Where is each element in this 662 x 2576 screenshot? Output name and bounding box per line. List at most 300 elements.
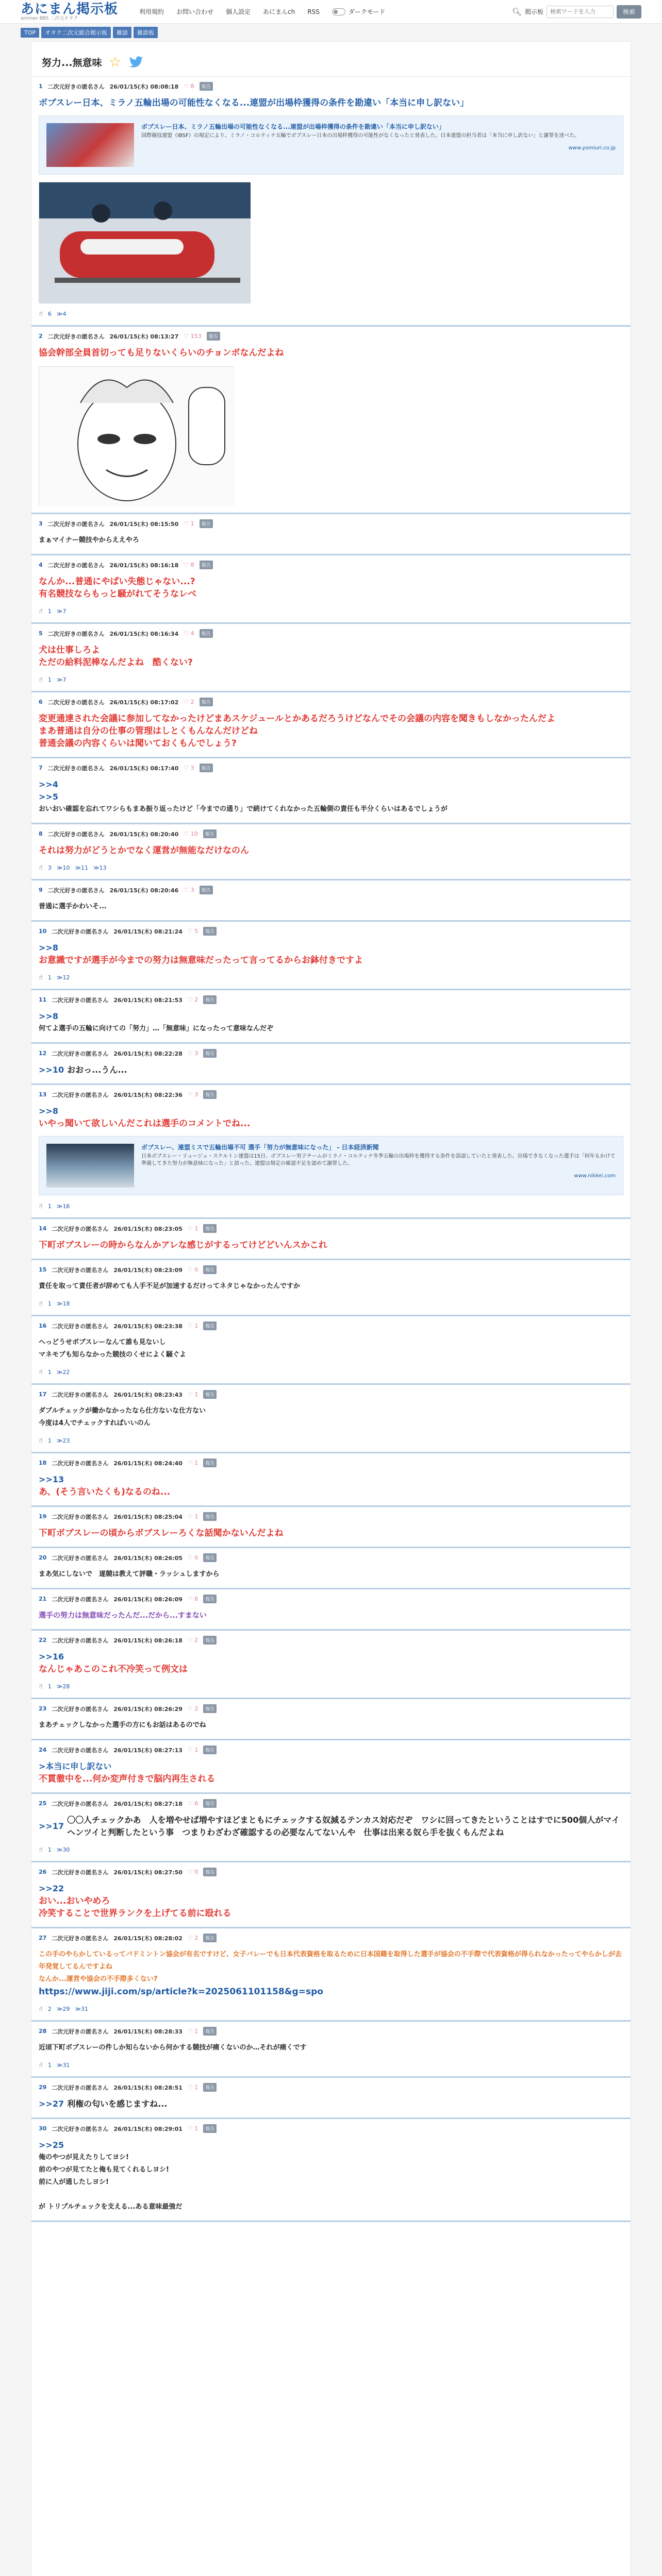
preview-title: ボブスレー日本、ミラノ五輪出場の可能性なくなる...連盟が出場枠獲得の条件を勘違い「本当に申し訳ない」 xyxy=(141,123,445,130)
post xyxy=(31,514,631,555)
post-header xyxy=(39,1553,623,1562)
post-text: この手のやらかしているってバドミントン協会が有名ですけど、女子バレーでも日本代表資格を取るために日本国籍を取得した選手が協会の不手際で代表資格が得られなかったってやらかしが去年発覚してるんですよね なんか...運営や協会の不手際多くない? xyxy=(39,1951,622,1983)
report-button[interactable]: 報告 xyxy=(207,332,220,341)
post-body xyxy=(39,1760,623,1785)
report-button[interactable]: 報告 xyxy=(203,1595,217,1603)
report-button[interactable]: 報告 xyxy=(203,2027,217,2036)
post-number[interactable]: 25 xyxy=(39,1800,47,1807)
reply-pointer-icon: ☝︎ xyxy=(39,1846,43,1854)
reply-link[interactable]: ≫22 xyxy=(56,1369,70,1376)
post-date: 26/01/15(木) 08:23:38 xyxy=(113,1323,183,1330)
poster-name: 二次元好きの匿名さん xyxy=(52,2028,109,2035)
like-counter[interactable] xyxy=(188,996,198,1003)
like-counter[interactable] xyxy=(188,2028,198,2035)
reply-link[interactable]: ≫31 xyxy=(75,2006,88,2012)
post-body xyxy=(39,1883,623,1920)
post-body xyxy=(39,901,623,913)
like-counter[interactable] xyxy=(188,2084,198,2091)
post-number[interactable]: 23 xyxy=(39,1705,47,1712)
like-count: 6 xyxy=(194,1596,198,1602)
post-number[interactable]: 18 xyxy=(39,1460,47,1466)
post-number[interactable]: 10 xyxy=(39,928,47,935)
poster-name: 二次元好きの匿名さん xyxy=(52,1554,109,1562)
post-body xyxy=(39,1064,623,1076)
post-number[interactable]: 1 xyxy=(39,83,43,90)
like-counter[interactable] xyxy=(184,562,194,568)
post-text: 下町ボブスレーの時からなんかアレな感じがするってけどどいんスかこれ xyxy=(39,1240,327,1250)
report-button[interactable]: 報告 xyxy=(200,561,213,569)
report-button[interactable]: 報告 xyxy=(200,886,213,894)
like-count: 5 xyxy=(194,928,198,935)
post xyxy=(31,692,631,758)
post-text: 俺のやつが見えたりしてヨシ! 前のやつが見てたと俺も見てくれるしヨシ! 前に人が通したしヨシ! が トリプルチェックを支える...ある意味最強だ xyxy=(39,2154,183,2211)
like-counter[interactable] xyxy=(188,1705,198,1712)
heart-icon: ♡ xyxy=(187,1266,195,1273)
report-button[interactable]: 報告 xyxy=(200,764,213,772)
external-link[interactable]: https://www.jiji.com/sp/article?k=2025061101158&g=spo xyxy=(39,1987,323,1997)
reply-anchor-link[interactable]: >>8 xyxy=(39,943,58,953)
post-body xyxy=(39,844,623,857)
heart-icon: ♡ xyxy=(187,1596,195,1602)
heart-icon: ♡ xyxy=(187,2084,195,2091)
reply-count: 1 xyxy=(47,974,52,981)
poster-name: 二次元好きの匿名さん xyxy=(52,996,109,1004)
reply-link[interactable]: ≫10 xyxy=(56,865,70,871)
post-date: 26/01/15(木) 08:26:09 xyxy=(113,1596,183,1603)
post-number[interactable]: 9 xyxy=(39,887,43,893)
post-number[interactable]: 30 xyxy=(39,2125,47,2132)
reply-anchor-link[interactable]: >>25 xyxy=(39,2140,64,2150)
reply-link[interactable]: ≫7 xyxy=(56,676,67,683)
post-header xyxy=(39,1090,623,1099)
toggle-icon[interactable] xyxy=(332,8,345,15)
reply-pointer-icon: ☝︎ xyxy=(39,1202,43,1210)
post-date: 26/01/15(木) 08:13:27 xyxy=(109,333,179,340)
like-counter[interactable] xyxy=(188,1266,198,1273)
post xyxy=(31,2078,631,2119)
like-counter[interactable] xyxy=(184,887,194,893)
like-counter[interactable] xyxy=(188,1460,198,1466)
reply-link[interactable]: ≫30 xyxy=(56,1846,70,1853)
post-text: お意識ですが選手が今までの努力は無意味だったって言ってるからお鉢付きですよ xyxy=(39,955,363,965)
reply-count: 1 xyxy=(47,1683,52,1690)
post-body xyxy=(39,575,623,600)
poster-name: 二次元好きの匿名さん xyxy=(52,1513,109,1520)
poster-name: 二次元好きの匿名さん xyxy=(52,2084,109,2091)
post-body xyxy=(39,1239,623,1251)
report-button[interactable]: 報告 xyxy=(203,1049,217,1058)
report-button[interactable]: 報告 xyxy=(203,2124,217,2133)
post-body xyxy=(39,347,623,359)
heart-icon: ♡ xyxy=(187,928,195,935)
post-number[interactable]: 11 xyxy=(39,996,47,1003)
post-header xyxy=(39,1390,623,1399)
preview-site: www.yomiuri.co.jp xyxy=(568,145,616,151)
reply-pointer-icon: ☝︎ xyxy=(39,864,43,872)
reply-pointer-icon: ☝︎ xyxy=(39,2005,43,2013)
top-nav xyxy=(139,7,385,16)
reply-link[interactable]: ≫28 xyxy=(56,1683,70,1690)
heart-icon: ♡ xyxy=(187,996,195,1003)
reply-anchor-link[interactable]: >>8 xyxy=(39,1011,58,1021)
post-footer xyxy=(39,2005,623,2013)
like-counter[interactable] xyxy=(184,83,194,90)
post-number[interactable]: 24 xyxy=(39,1747,47,1753)
post-number[interactable]: 17 xyxy=(39,1391,47,1398)
dark-mode-label: ダークモード xyxy=(348,8,386,15)
heart-icon: ♡ xyxy=(184,887,191,893)
heart-icon: ♡ xyxy=(187,1705,195,1712)
preview-text xyxy=(141,1144,616,1188)
link-preview-card[interactable] xyxy=(39,115,623,175)
reply-count: 1 xyxy=(47,1846,52,1853)
heart-icon: ♡ xyxy=(187,1554,195,1561)
poster-name: 二次元好きの匿名さん xyxy=(52,1225,109,1232)
like-counter[interactable] xyxy=(188,1091,198,1098)
post-date: 26/01/15(木) 08:25:04 xyxy=(113,1513,183,1520)
like-count: 6 xyxy=(194,1800,198,1807)
like-count: 8 xyxy=(190,562,194,568)
post-footer xyxy=(39,607,623,615)
reply-pointer-icon: ☝︎ xyxy=(39,1683,43,1690)
post-number[interactable]: 6 xyxy=(39,699,43,705)
twitter-share-icon[interactable] xyxy=(128,56,144,69)
breadcrumb-board[interactable]: オタク二次元総合掲示板 xyxy=(41,27,111,38)
post-footer xyxy=(39,676,623,684)
report-button[interactable]: 報告 xyxy=(203,1553,217,1562)
like-count: 1 xyxy=(190,520,194,527)
attached-image[interactable] xyxy=(39,182,250,303)
reply-anchor-link[interactable]: >>27 xyxy=(39,2099,64,2109)
nav-animanch[interactable]: あにまんch xyxy=(263,8,295,15)
breadcrumb-category[interactable]: 雑談 xyxy=(113,27,131,38)
post-body xyxy=(39,1814,623,1839)
post-text: あ、(そう言いたくも)なるのね... xyxy=(39,1487,171,1497)
reply-count: 2 xyxy=(47,2006,52,2012)
post xyxy=(31,1631,631,1699)
search-scope-label: 掲示板 xyxy=(524,8,543,15)
post-date: 26/01/15(木) 08:24:40 xyxy=(113,1460,183,1467)
like-counter[interactable] xyxy=(188,1596,198,1602)
post-date: 26/01/15(木) 08:22:36 xyxy=(113,1091,183,1098)
nav-rss[interactable]: RSS xyxy=(307,8,320,15)
report-button[interactable]: 報告 xyxy=(203,927,217,936)
reply-link[interactable]: ≫31 xyxy=(56,2062,70,2069)
post-number[interactable]: 27 xyxy=(39,1935,47,1941)
post-body xyxy=(39,1651,623,1675)
heart-icon: ♡ xyxy=(184,630,191,637)
poster-name: 二次元好きの匿名さん xyxy=(52,1869,109,1876)
report-button[interactable]: 報告 xyxy=(203,2083,217,2092)
breadcrumb-top[interactable]: TOP xyxy=(21,28,39,38)
like-count: 1 xyxy=(194,2125,198,2132)
post-date: 26/01/15(木) 08:28:51 xyxy=(113,2084,183,2091)
like-counter[interactable] xyxy=(188,1935,198,1941)
post xyxy=(31,327,631,514)
post-number[interactable]: 29 xyxy=(39,2084,47,2091)
post-text: ダブルチェックが働かなかったなら仕方ないな仕方ない 今度は4人でチェックすればいいのん xyxy=(39,1407,206,1427)
like-count: 2 xyxy=(194,996,198,1003)
post-date: 26/01/15(木) 08:28:33 xyxy=(113,2028,183,2035)
poster-name: 二次元好きの匿名さん xyxy=(52,1091,109,1098)
favorite-star-icon[interactable]: ☆ xyxy=(109,54,121,70)
post-number[interactable]: 28 xyxy=(39,2028,47,2035)
post-number[interactable]: 21 xyxy=(39,1596,47,1602)
post-footer xyxy=(39,1683,623,1690)
like-counter[interactable] xyxy=(184,630,194,637)
report-button[interactable]: 報告 xyxy=(200,629,213,638)
like-count: 0 xyxy=(194,1869,198,1875)
poster-name: 二次元好きの匿名さん xyxy=(47,630,105,637)
reply-link[interactable]: ≫12 xyxy=(56,974,70,981)
post-text: 下町ボブスレーの頃からボブスレーろくな話聞かないんだよね xyxy=(39,1528,284,1538)
post xyxy=(31,1507,631,1548)
report-button[interactable]: 報告 xyxy=(203,1512,217,1521)
post xyxy=(31,824,631,880)
like-counter[interactable] xyxy=(184,765,194,771)
preview-title: ボブスレー、連盟ミスで五輪出場不可 選手「努力が無意味になった」 - 日本経済新聞 xyxy=(141,1144,379,1151)
post-number[interactable]: 13 xyxy=(39,1091,47,1098)
nav-contact[interactable]: お問い合わせ xyxy=(176,8,214,15)
report-button[interactable]: 報告 xyxy=(203,1636,217,1645)
like-counter[interactable] xyxy=(188,1050,198,1057)
poster-name: 二次元好きの匿名さん xyxy=(47,699,105,706)
post-text: おおっ...うん... xyxy=(67,1065,127,1075)
post-text: 責任を取って責任者が辞めても人手不足が加速するだけってネタじゃなかったんですか xyxy=(39,1282,301,1290)
post-date: 26/01/15(木) 08:28:02 xyxy=(113,1935,183,1942)
post xyxy=(31,2022,631,2078)
report-button[interactable]: 報告 xyxy=(203,1090,217,1099)
like-count: 1 xyxy=(194,2028,198,2035)
heart-icon: ♡ xyxy=(187,1513,195,1520)
report-button[interactable]: 報告 xyxy=(203,1459,217,1467)
heart-icon: ♡ xyxy=(187,1637,195,1643)
reply-count: 1 xyxy=(47,1437,52,1444)
post-text: へっどうせボブスレーなんて誰も見ないし マネモブも知らなかった競技のくせによく騒ぐよ xyxy=(39,1338,187,1359)
reply-link[interactable]: ≫11 xyxy=(75,865,88,871)
reply-count: 1 xyxy=(47,2062,52,2069)
heart-icon: ♡ xyxy=(187,1747,195,1753)
reply-link[interactable]: ≫29 xyxy=(56,2006,70,2012)
post-header xyxy=(39,1512,623,1521)
like-count: 1 xyxy=(194,1513,198,1520)
search-button[interactable]: 検索 xyxy=(617,5,641,19)
post-body xyxy=(39,1527,623,1539)
like-counter[interactable] xyxy=(188,1225,198,1232)
reply-anchor-link[interactable]: >>4 xyxy=(39,779,58,789)
post-number[interactable]: 15 xyxy=(39,1266,47,1273)
post-text: 協会幹部全員首切っても足りないくらいのチョンボなんだよね xyxy=(39,348,284,358)
post-text: まあ気にしないで 遂競は教えて評職・ラッシュしますから xyxy=(39,1570,220,1578)
like-counter[interactable] xyxy=(184,520,194,527)
post xyxy=(31,1589,631,1631)
report-button[interactable]: 報告 xyxy=(200,698,213,706)
report-button[interactable]: 報告 xyxy=(203,1704,217,1713)
post-header xyxy=(39,764,623,772)
post-text: 何てよ選手の五輪に向けての「努力」…「無意味」になったって意味なんだぞ xyxy=(39,1025,274,1032)
reply-count: 6 xyxy=(47,311,52,317)
reply-anchor-link[interactable]: >>16 xyxy=(39,1652,64,1662)
post-footer xyxy=(39,1437,623,1445)
post-header xyxy=(39,1636,623,1645)
post-date: 26/01/15(木) 08:23:43 xyxy=(113,1391,183,1398)
post-number[interactable]: 12 xyxy=(39,1050,47,1057)
report-button[interactable]: 報告 xyxy=(200,82,213,91)
like-count: 153 xyxy=(190,333,202,340)
post-date: 26/01/15(木) 08:17:02 xyxy=(109,699,179,706)
search-input[interactable] xyxy=(547,6,614,18)
poster-name: 二次元好きの匿名さん xyxy=(52,1391,109,1398)
post-header xyxy=(39,1321,623,1330)
post xyxy=(31,1548,631,1589)
post-header xyxy=(39,1934,623,1942)
like-count: 0 xyxy=(194,1554,198,1561)
reply-link[interactable]: ≫7 xyxy=(56,608,67,615)
post xyxy=(31,77,631,327)
post-text: 近頃下町ボブスレーの件しか知らないから何かする競技が痛くないのか…それが痛くです xyxy=(39,2044,307,2052)
post-number[interactable]: 22 xyxy=(39,1637,47,1643)
like-counter[interactable] xyxy=(184,831,197,837)
report-button[interactable]: 報告 xyxy=(203,829,217,838)
like-count: 8 xyxy=(190,83,194,90)
post-date: 26/01/15(木) 08:21:24 xyxy=(113,928,183,935)
post-body xyxy=(39,2042,623,2054)
poster-name: 二次元好きの匿名さん xyxy=(52,1266,109,1274)
report-button[interactable]: 報告 xyxy=(203,1934,217,1942)
post-number[interactable]: 26 xyxy=(39,1869,47,1875)
thread-header xyxy=(31,42,631,77)
reply-anchor-link[interactable]: >>22 xyxy=(39,1884,64,1893)
like-counter[interactable] xyxy=(188,1391,198,1398)
reply-anchor-link[interactable]: >本当に申し訳ない xyxy=(39,1761,112,1771)
post-footer xyxy=(39,864,623,872)
reply-anchor-link[interactable]: >>17 xyxy=(39,1821,64,1831)
post-text: おいおい確認を忘れてワシらもまあ振り返ったけど「今までの通り」で続けてくれなかった五輪側の責任も半分くらいはあるでしょうが xyxy=(39,805,448,813)
report-button[interactable]: 報告 xyxy=(203,1868,217,1876)
reply-link[interactable]: ≫13 xyxy=(93,865,107,871)
post-header xyxy=(39,886,623,894)
like-count: 2 xyxy=(190,699,194,705)
post-body xyxy=(39,1609,623,1622)
like-count: 1 xyxy=(194,1225,198,1232)
reply-link[interactable]: ≫16 xyxy=(56,1203,70,1210)
like-count: 2 xyxy=(194,1705,198,1712)
post-body xyxy=(39,1405,623,1430)
like-counter[interactable] xyxy=(188,1513,198,1520)
post-header xyxy=(39,698,623,706)
post-body xyxy=(39,1719,623,1732)
like-counter[interactable] xyxy=(188,1323,198,1329)
post-body xyxy=(39,1568,623,1581)
post-number[interactable]: 2 xyxy=(39,333,43,340)
report-button[interactable]: 報告 xyxy=(203,1265,217,1274)
post-footer xyxy=(39,1202,623,1210)
post-text: いやっ聞いて欲しいんだこれは選手のコメントでね... xyxy=(39,1118,251,1129)
like-counter[interactable] xyxy=(188,2125,198,2132)
report-button[interactable]: 報告 xyxy=(203,995,217,1004)
post-number[interactable]: 8 xyxy=(39,831,43,837)
like-counter[interactable] xyxy=(188,928,198,935)
poster-name: 二次元好きの匿名さん xyxy=(47,765,105,772)
report-button[interactable]: 報告 xyxy=(200,519,213,528)
like-counter[interactable] xyxy=(188,1747,198,1753)
heart-icon: ♡ xyxy=(187,1460,195,1466)
site-logo[interactable] xyxy=(21,3,129,21)
post-number[interactable]: 19 xyxy=(39,1513,47,1520)
report-button[interactable]: 報告 xyxy=(203,1224,217,1233)
post-header xyxy=(39,2027,623,2036)
like-counter[interactable] xyxy=(188,1637,198,1643)
post-body xyxy=(39,97,623,109)
post-date: 26/01/15(木) 08:15:50 xyxy=(109,520,179,528)
post-header xyxy=(39,1049,623,1058)
reply-anchor-link[interactable]: >>10 xyxy=(39,1065,64,1075)
post-body xyxy=(39,2098,623,2110)
report-button[interactable]: 報告 xyxy=(203,1390,217,1399)
dark-mode-switch[interactable] xyxy=(332,7,386,16)
link-preview-card[interactable] xyxy=(39,1136,623,1195)
attached-image[interactable] xyxy=(39,366,235,505)
post-number[interactable]: 3 xyxy=(39,520,43,527)
poster-name: 二次元好きの匿名さん xyxy=(52,2125,109,2132)
report-button[interactable]: 報告 xyxy=(203,1321,217,1330)
post-date: 26/01/15(木) 08:17:40 xyxy=(109,765,179,772)
post-header xyxy=(39,1799,623,1808)
post-number[interactable]: 7 xyxy=(39,765,43,771)
reply-link[interactable]: ≫4 xyxy=(56,311,67,317)
reply-anchor-link[interactable]: >>13 xyxy=(39,1475,64,1484)
post-number[interactable]: 5 xyxy=(39,630,43,637)
post-text: おい...おいやめろ 冷笑することで世界ランクを上げてる前に殴れる xyxy=(39,1896,231,1919)
breadcrumb-subboard[interactable]: 雑談板 xyxy=(134,27,158,38)
like-count: 1 xyxy=(194,1460,198,1466)
like-counter[interactable] xyxy=(184,699,194,705)
nav-terms[interactable]: 利用規約 xyxy=(139,8,164,15)
like-count: 3 xyxy=(194,1050,198,1057)
nav-settings[interactable]: 個人設定 xyxy=(226,8,251,15)
logo-subtext: animan BBS 二次元オタク xyxy=(21,15,78,21)
post-number[interactable]: 20 xyxy=(39,1554,47,1561)
poster-name: 二次元好きの匿名さん xyxy=(47,520,105,528)
reply-anchor-link[interactable]: >>8 xyxy=(39,1106,58,1116)
reply-pointer-icon: ☝︎ xyxy=(39,310,43,318)
site-header xyxy=(0,0,662,24)
post-body xyxy=(39,1336,623,1361)
like-counter[interactable] xyxy=(188,1554,198,1561)
post-header xyxy=(39,995,623,1004)
like-counter[interactable] xyxy=(184,333,201,340)
post-footer xyxy=(39,1368,623,1376)
post-date: 26/01/15(木) 08:27:13 xyxy=(113,1747,183,1754)
report-button[interactable]: 報告 xyxy=(203,1799,217,1808)
post-number[interactable]: 16 xyxy=(39,1323,47,1329)
report-button[interactable]: 報告 xyxy=(203,1745,217,1754)
like-counter[interactable] xyxy=(188,1869,198,1875)
post-body xyxy=(39,778,623,816)
reply-link[interactable]: ≫18 xyxy=(56,1300,70,1307)
preview-description: 国際競技連盟（IBSF）の規定により、ミラノ・コルティナ五輪でボブスレー日本の出場枠獲得の可能性がなくなったと発表した。日本連盟の担当者は「本当に申し訳ない」と謝罪を述べた。 xyxy=(141,133,580,139)
post xyxy=(31,1385,631,1453)
post xyxy=(31,758,631,824)
reply-count: 1 xyxy=(47,1203,52,1210)
reply-anchor-link[interactable]: >>5 xyxy=(39,792,58,802)
post-date: 26/01/15(木) 08:16:18 xyxy=(109,562,179,569)
post-number[interactable]: 4 xyxy=(39,562,43,568)
like-counter[interactable] xyxy=(188,1800,198,1807)
post-body xyxy=(39,942,623,967)
reply-link[interactable]: ≫23 xyxy=(56,1437,70,1444)
post-number[interactable]: 14 xyxy=(39,1225,47,1232)
